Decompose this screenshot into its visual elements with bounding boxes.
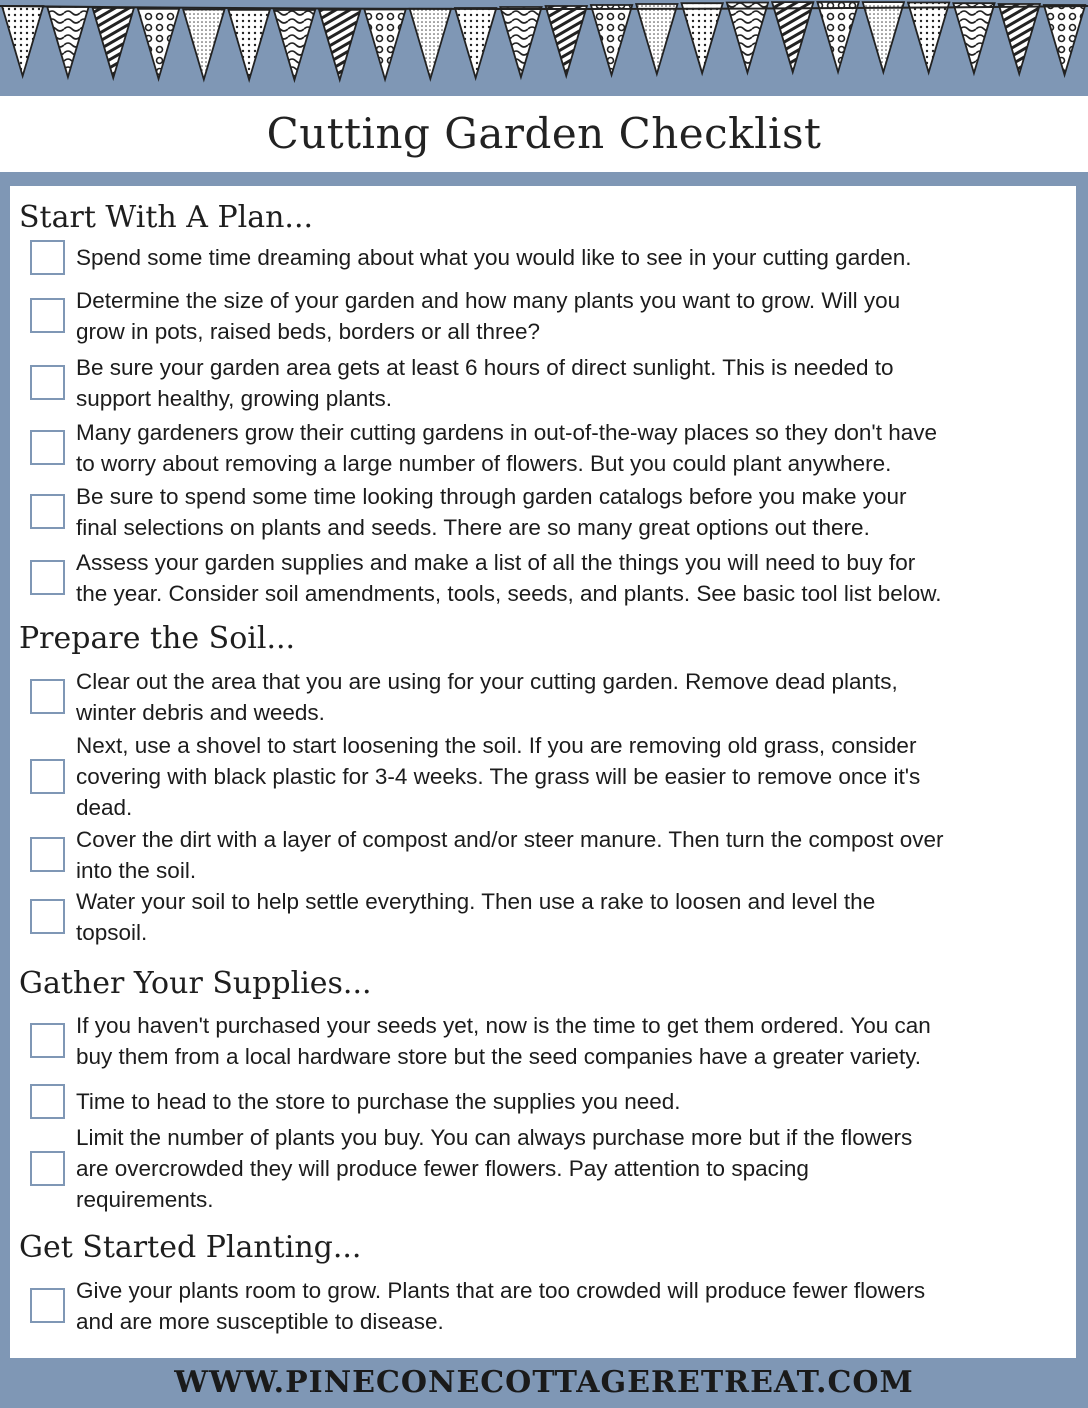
title-band bbox=[0, 96, 1088, 172]
checklist-item-line: the year. Consider soil amendments, tools, seeds, and plants. See basic tool list below. bbox=[76, 581, 942, 606]
empty-checkbox-icon[interactable] bbox=[30, 1023, 65, 1058]
empty-checkbox-icon[interactable] bbox=[30, 494, 65, 529]
checklist-item-line: buy them from a local hardware store but the seed companies have a greater variety. bbox=[76, 1044, 922, 1069]
empty-checkbox-icon[interactable] bbox=[30, 240, 65, 275]
checklist-item-line: into the soil. bbox=[76, 858, 197, 883]
checklist-item-line: Water your soil to help settle everything. Then use a rake to loosen and level the bbox=[76, 889, 876, 914]
checklist-item-text bbox=[76, 1010, 1074, 1072]
checklist-item-text bbox=[76, 1122, 1074, 1215]
pennant-flag bbox=[500, 7, 541, 77]
checklist-item-line: Assess your garden supplies and make a list of all the things you will need to buy for bbox=[76, 550, 916, 575]
checklist-panel bbox=[10, 186, 1076, 1358]
pennant-flag bbox=[908, 3, 949, 73]
pennant-flag bbox=[591, 5, 632, 75]
checklist-item bbox=[10, 417, 1076, 479]
checklist-item-line: winter debris and weeds. bbox=[76, 700, 325, 725]
empty-checkbox-icon[interactable] bbox=[30, 430, 65, 465]
checklist-item-text bbox=[76, 886, 1074, 948]
checklist-item-text bbox=[76, 417, 1074, 479]
section-title: Get Started Planting... bbox=[19, 1230, 362, 1265]
section-title: Prepare the Soil... bbox=[19, 621, 296, 656]
checklist-item-text bbox=[76, 730, 1074, 823]
checklist-item bbox=[10, 666, 1076, 728]
checklist-item-line: Be sure your garden area gets at least 6 hours of direct sunlight. This is needed to bbox=[76, 355, 894, 380]
checklist-item bbox=[10, 285, 1076, 347]
checklist-item bbox=[10, 824, 1076, 886]
checklist-item-line: Many gardeners grow their cutting gardens in out-of-the-way places so they don't have bbox=[76, 420, 938, 445]
checklist-item bbox=[10, 547, 1076, 609]
checklist-item-line: Clear out the area that you are using for your cutting garden. Remove dead plants, bbox=[76, 669, 898, 694]
checklist-item-line: requirements. bbox=[76, 1187, 214, 1212]
checklist-item bbox=[10, 886, 1076, 948]
pennant-flag bbox=[229, 10, 270, 80]
pennant-flag bbox=[953, 3, 994, 73]
section-title: Start With A Plan... bbox=[19, 200, 314, 235]
checklist-item bbox=[10, 242, 1076, 273]
pennant-flag bbox=[1044, 5, 1085, 75]
checklist-item bbox=[10, 1275, 1076, 1337]
checklist-item-line: grow in pots, raised beds, borders or all three? bbox=[76, 319, 540, 344]
checklist-item bbox=[10, 1010, 1076, 1072]
checklist-item-text bbox=[76, 666, 1074, 728]
pennant-flag bbox=[183, 9, 224, 79]
checklist-item-line: Cover the dirt with a layer of compost and/or steer manure. Then turn the compost over bbox=[76, 827, 944, 852]
checklist-item-line: covering with black plastic for 3-4 weeks. The grass will be easier to remove once it's bbox=[76, 764, 921, 789]
pennant-bunting-icon bbox=[0, 0, 1088, 96]
section-title: Gather Your Supplies... bbox=[19, 966, 372, 1001]
pennant-flag bbox=[817, 2, 858, 72]
pennant-flag bbox=[364, 9, 405, 79]
checklist-item-line: dead. bbox=[76, 795, 133, 820]
checklist-item bbox=[10, 1086, 1076, 1117]
footer-website: WWW.PINECONECOTTAGERETREAT.COM bbox=[174, 1365, 914, 1400]
checklist-item bbox=[10, 481, 1076, 543]
checklist-item-text bbox=[76, 352, 1074, 414]
pennant-flag bbox=[727, 3, 768, 73]
checklist-item-line: Give your plants room to grow. Plants that are too crowded will produce fewer flowers bbox=[76, 1278, 926, 1303]
empty-checkbox-icon[interactable] bbox=[30, 560, 65, 595]
checklist-item-text bbox=[76, 1275, 1074, 1337]
pennant-flag bbox=[47, 7, 88, 77]
checklist-item-line: Time to head to the store to purchase the supplies you need. bbox=[76, 1089, 681, 1114]
pennant-flag bbox=[682, 3, 723, 73]
pennant-flag bbox=[410, 9, 451, 79]
checklist-item-line: are overcrowded they will produce fewer flowers. Pay attention to spacing bbox=[76, 1156, 809, 1181]
pennant-flag bbox=[274, 10, 315, 80]
checklist-item-line: Be sure to spend some time looking through garden catalogs before you make your bbox=[76, 484, 907, 509]
empty-checkbox-icon[interactable] bbox=[30, 365, 65, 400]
empty-checkbox-icon[interactable] bbox=[30, 1288, 65, 1323]
checklist-item-text bbox=[76, 824, 1074, 886]
pennant-flag bbox=[999, 4, 1040, 74]
pennant-flag bbox=[546, 6, 587, 76]
checklist-item-text bbox=[76, 1086, 1074, 1117]
checklist-item-text bbox=[76, 285, 1074, 347]
empty-checkbox-icon[interactable] bbox=[30, 1151, 65, 1186]
checklist-item-line: to worry about removing a large number of flowers. But you could plant anywhere. bbox=[76, 451, 892, 476]
checklist-item-line: and are more susceptible to disease. bbox=[76, 1309, 444, 1334]
empty-checkbox-icon[interactable] bbox=[30, 837, 65, 872]
empty-checkbox-icon[interactable] bbox=[30, 298, 65, 333]
empty-checkbox-icon[interactable] bbox=[30, 1084, 65, 1119]
checklist-item-text bbox=[76, 481, 1074, 543]
checklist-item-line: Determine the size of your garden and how many plants you want to grow. Will you bbox=[76, 288, 901, 313]
checklist-item-line: final selections on plants and seeds. There are so many great options out there. bbox=[76, 515, 870, 540]
checklist-item-text bbox=[76, 547, 1074, 609]
pennant-flag bbox=[2, 6, 43, 76]
checklist-item-line: Next, use a shovel to start loosening the soil. If you are removing old grass, consider bbox=[76, 733, 917, 758]
empty-checkbox-icon[interactable] bbox=[30, 679, 65, 714]
pennant-flag bbox=[93, 8, 134, 78]
checklist-item bbox=[10, 1122, 1076, 1215]
checklist-item-line: support healthy, growing plants. bbox=[76, 386, 393, 411]
empty-checkbox-icon[interactable] bbox=[30, 759, 65, 794]
checklist-item-text bbox=[76, 242, 1074, 273]
checklist-item bbox=[10, 352, 1076, 414]
pennant-flag bbox=[455, 8, 496, 78]
checklist-item-line: topsoil. bbox=[76, 920, 148, 945]
checklist-item-line: If you haven't purchased your seeds yet, now is the time to get them ordered. You can bbox=[76, 1013, 931, 1038]
checklist-item-line: Spend some time dreaming about what you would like to see in your cutting garden. bbox=[76, 245, 912, 270]
pennant-flag bbox=[863, 2, 904, 72]
empty-checkbox-icon[interactable] bbox=[30, 899, 65, 934]
checklist-item bbox=[10, 730, 1076, 823]
pennant-flag bbox=[636, 4, 677, 74]
checklist-item-line: Limit the number of plants you buy. You can always purchase more but if the flowers bbox=[76, 1125, 913, 1150]
pennant-flag bbox=[319, 10, 360, 80]
pennant-flag bbox=[772, 2, 813, 72]
pennant-flag bbox=[138, 9, 179, 79]
page-title: Cutting Garden Checklist bbox=[266, 109, 822, 158]
